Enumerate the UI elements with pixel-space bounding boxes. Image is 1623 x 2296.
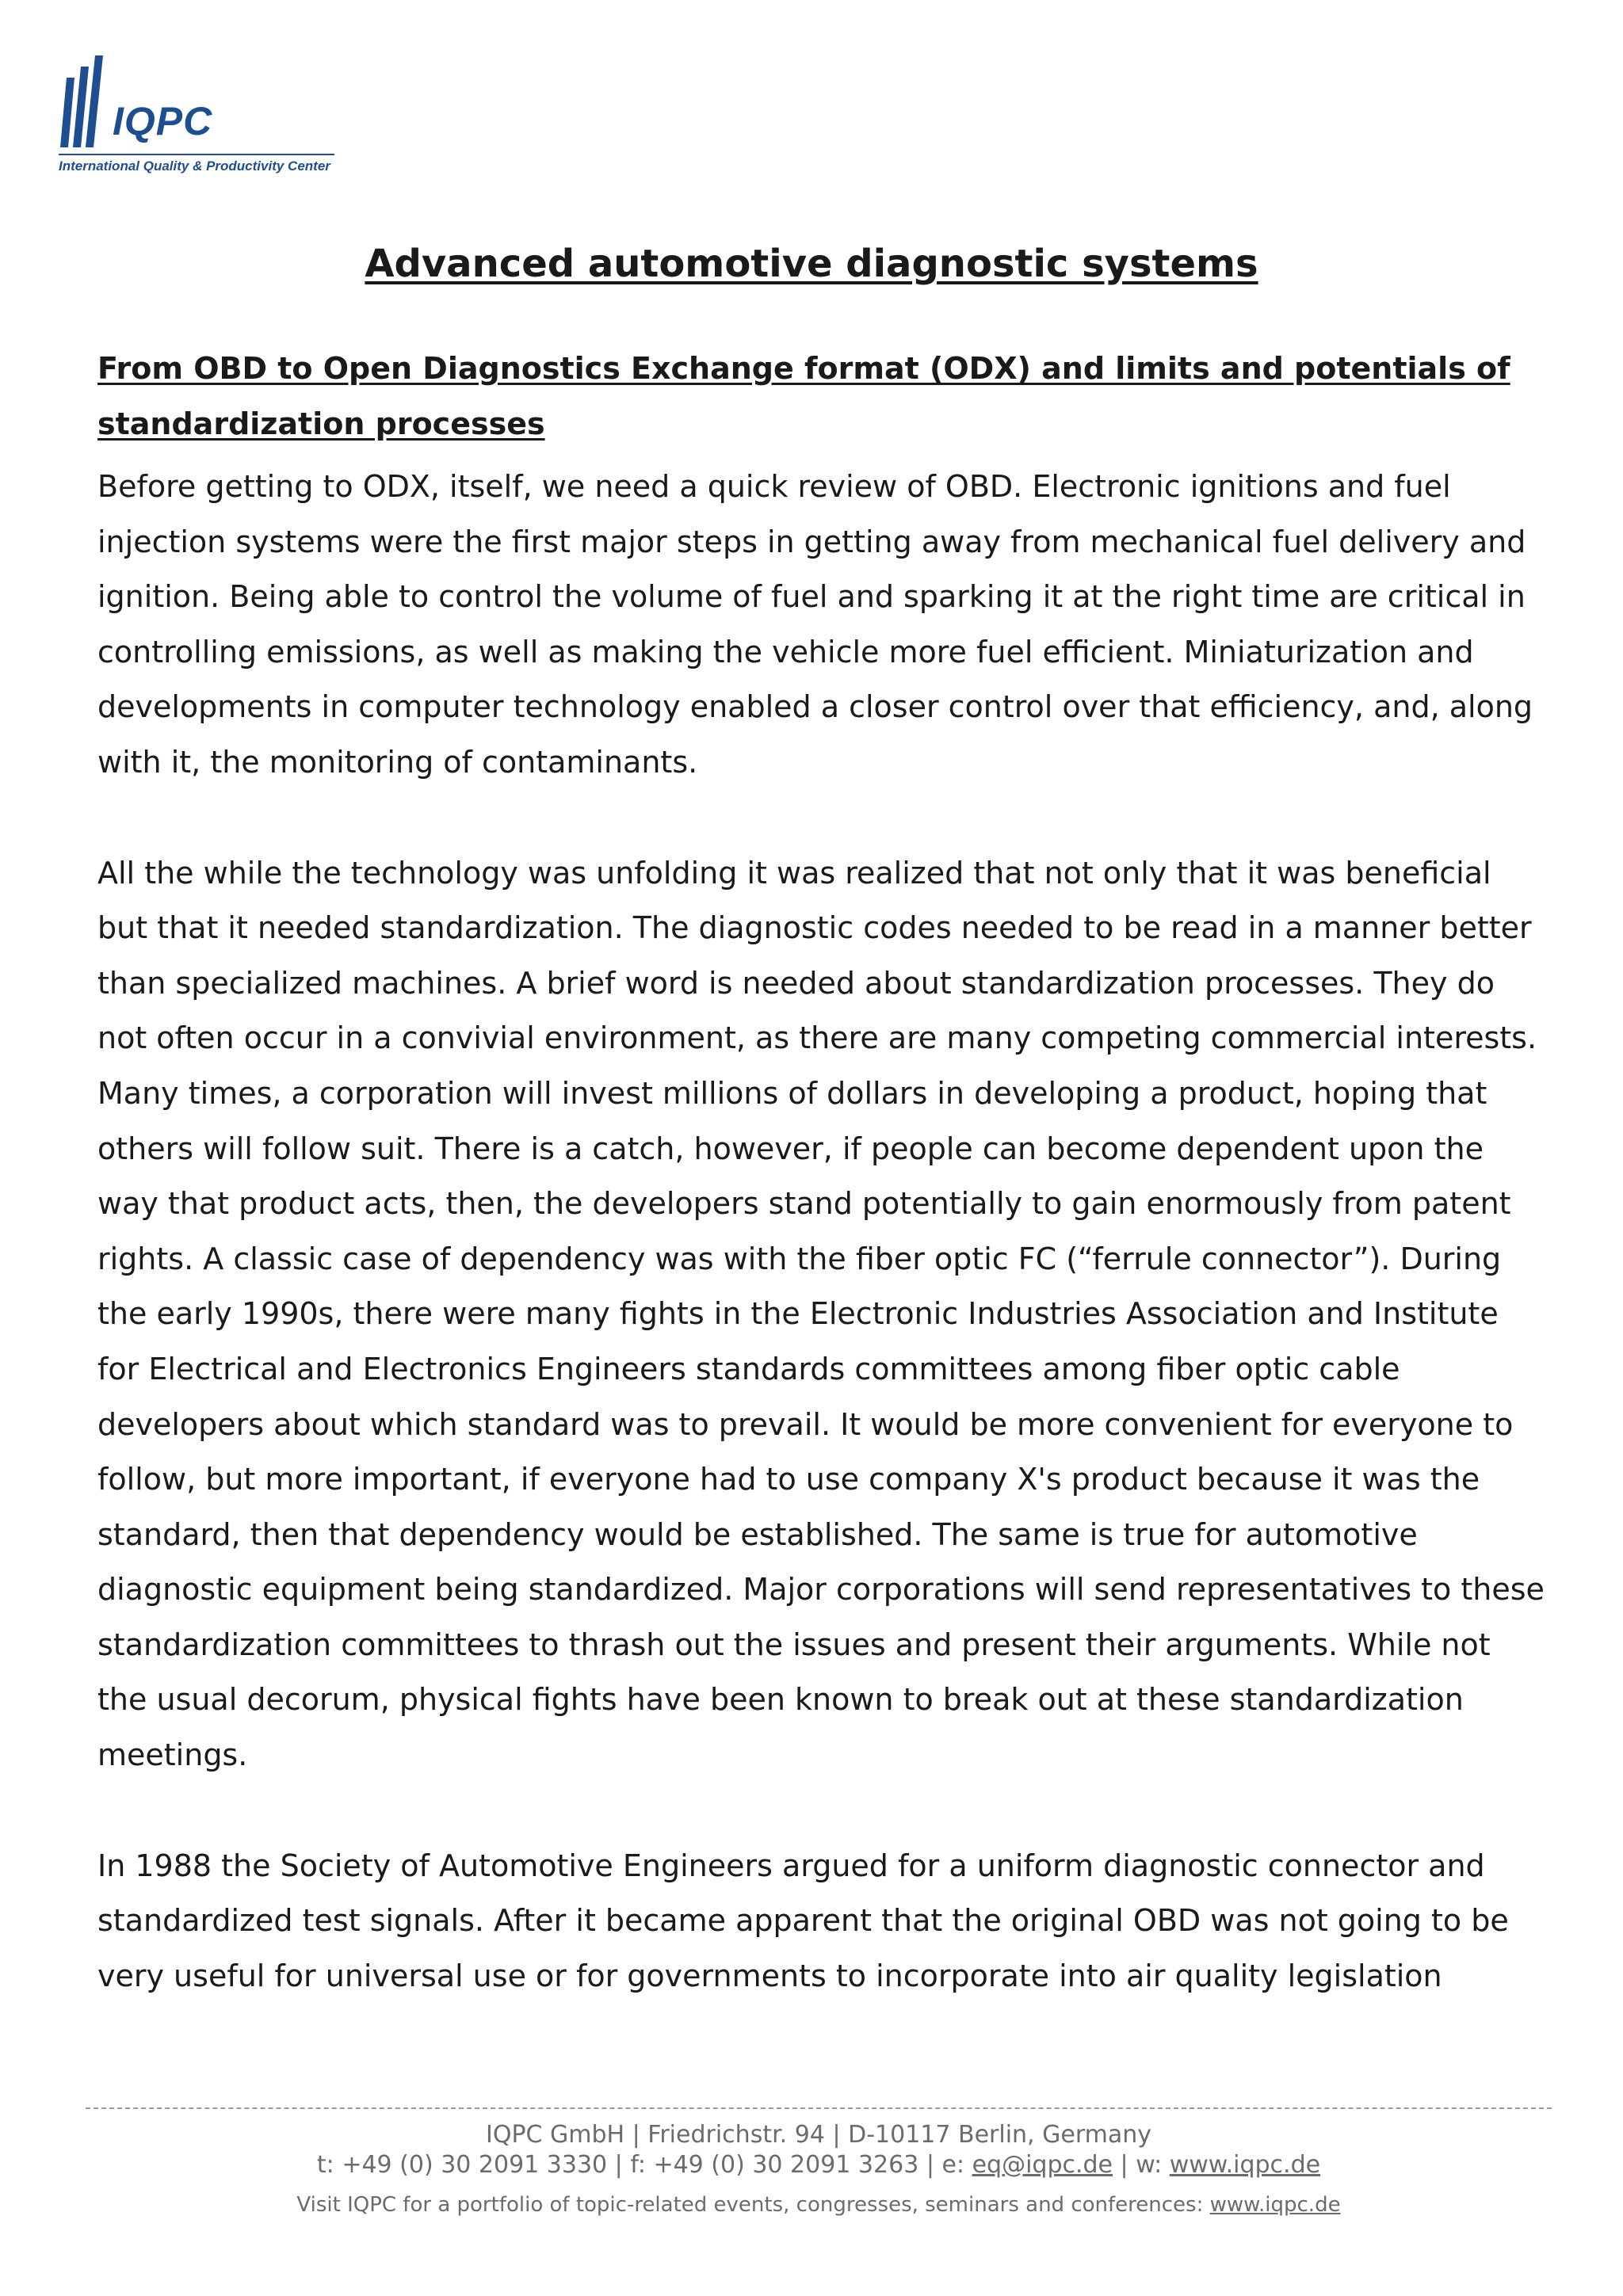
document-title: Advanced automotive diagnostic systems: [365, 242, 1258, 286]
footer-web-prefix: | w:: [1113, 2151, 1170, 2179]
footer-phone-fax: t: +49 (0) 30 2091 3330 | f: +49 (0) 30 2091 3263 | e:: [316, 2151, 972, 2179]
iqpc-logo: [57, 54, 342, 181]
page-footer: [86, 2107, 1552, 2218]
footer-visit-link[interactable]: www.iqpc.de: [1209, 2193, 1341, 2217]
logo-bars-icon: [57, 54, 113, 149]
footer-contact: [86, 2150, 1552, 2180]
paragraph-2: All the while the technology was unfolding it was realized that not only that it was beneficial but that it needed standardization. The diagnostic codes needed to be read in a manner better than specialized machines. A brief word is needed about standardization processes. They do not often occur in a convivial environment, as there are many competing commercial interests. Many times, a corporation will invest millions of dollars in developing a product, hoping that others will follow suit. There is a catch, however, if people can become dependent upon the way that product acts, then, the developers stand potentially to gain enormously from patent rights. A classic case of dependency was with the fiber optic FC (“ferrule connector”). During the early 1990s, there were many fights in the Electronic Industries Association and Institute for Electrical and Electronics Engineers standards committees among fiber optic cable developers about which standard was to prevail. It would be more convenient for everyone to follow, but more important, if everyone had to use company X's product because it was the standard, then that dependency would be established. The same is true for automotive diagnostic equipment being standardized. Major corporations will send representatives to these standardization committees to thrash out the issues and present their arguments. While not the usual decorum, physical fights have been known to break out at these standardization meetings.: [97, 855, 1545, 1773]
footer-email-link[interactable]: eq@iqpc.de: [972, 2151, 1113, 2179]
logo-wordmark: IQPC: [113, 99, 213, 143]
section-subtitle: From OBD to Open Diagnostics Exchange format (ODX) and limits and potentials of standardization processes: [97, 351, 1510, 441]
paragraph-1: Before getting to ODX, itself, we need a quick review of OBD. Electronic ignitions and fuel injection systems were the first major steps in getting away from mechanical fuel delivery and ignition. Being able to control the volume of fuel and sparking it at the right time are critical in controlling emissions, as well as making the vehicle more fuel efficient. Miniaturization and developments in computer technology enabled a closer control over that efficiency, and, along with it, the monitoring of contaminants.: [97, 469, 1533, 780]
footer-website-link[interactable]: www.iqpc.de: [1169, 2151, 1321, 2179]
document-body: [97, 341, 1548, 2059]
logo-rule: [59, 154, 334, 155]
logo-tagline: International Quality & Productivity Center: [59, 158, 330, 174]
paragraph-3: In 1988 the Society of Automotive Engineers argued for a uniform diagnostic connector and standardized test signals. After it became apparent that the original OBD was not going to be very useful for universal use or for governments to incorporate into air quality legislation: [97, 1848, 1509, 1993]
footer-address: IQPC GmbH | Friedrichstr. 94 | D-10117 Berlin, Germany: [485, 2121, 1151, 2149]
footer-visit-text: Visit IQPC for a portfolio of topic-related events, congresses, seminars and conferences:: [296, 2193, 1210, 2217]
footer-visit: [86, 2191, 1552, 2218]
footer-divider: [86, 2107, 1552, 2109]
